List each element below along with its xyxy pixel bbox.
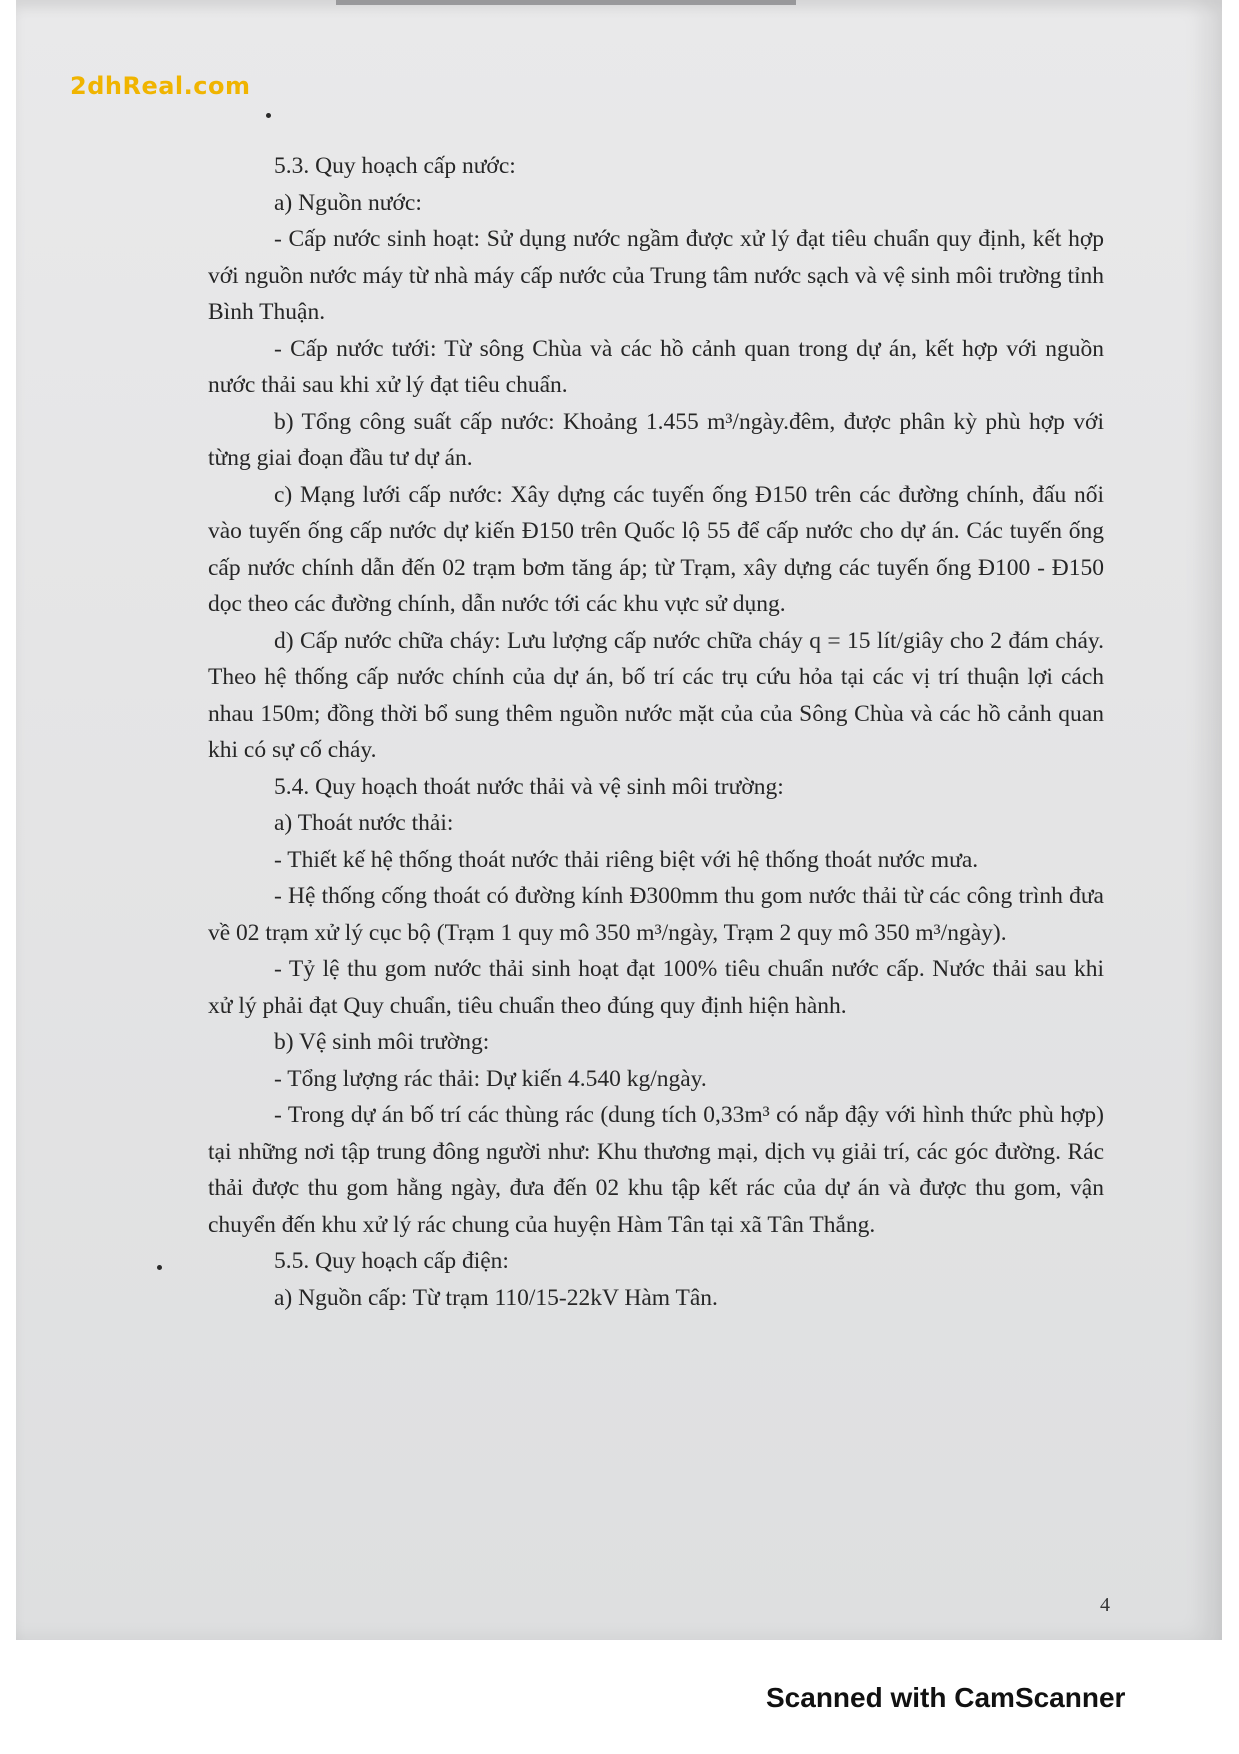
paragraph-sewer-system: - Hệ thống cống thoát có đường kính Ð300mm thu gom nước thải từ các công trình đưa về 02 trạm xử lý cục bộ (Trạm 1 quy mô 350 m³/ngày, Trạm 2 quy mô 350 m³/ngày). (208, 883, 1104, 946)
paragraph-waste-amount: - Tổng lượng rác thải: Dự kiến 4.540 kg/ngày. (274, 1065, 707, 1092)
subheading-water-source: a) Nguồn nước: (274, 189, 422, 216)
section-heading-wastewater: 5.4. Quy hoạch thoát nước thải và vệ sinh môi trường: (274, 773, 784, 800)
paragraph-fire-water: d) Cấp nước chữa cháy: Lưu lượng cấp nước chữa cháy q = 15 lít/giây cho 2 đám cháy. Theo hệ thống cấp nước chính của dự án, bố trí các trụ cứu hỏa tại các vị trí thuận lợi cách nhau 150m; đồng thời bổ sung thêm nguồn nước mặt của của Sông Chùa và các hồ cảnh quan khi có sự cố cháy. (208, 627, 1104, 763)
section-heading-power-supply: 5.5. Quy hoạch cấp điện: (274, 1248, 509, 1274)
subheading-wastewater-drainage: a) Thoát nước thải: (274, 810, 454, 836)
paragraph-supply-network: c) Mạng lưới cấp nước: Xây dựng các tuyến ống Ð150 trên các đường chính, đấu nối vào tuyến ống cấp nước dự kiến Ð150 trên Quốc lộ 55 để cấp nước cho dự án. Các tuyến ống cấp nước chính dẫn đến 02 trạm bơm tăng áp; từ Trạm, xây dựng các tuyến ống Ð100 - Ð150 dọc theo các đường chính, dẫn nước tới các khu vực sử dụng. (208, 481, 1104, 617)
site-watermark: 2dhReal.com (70, 72, 251, 100)
paper-sheet (16, 0, 1222, 1640)
paragraph-total-capacity: b) Tổng công suất cấp nước: Khoảng 1.455 m³/ngày.đêm, được phân kỳ phù hợp với từng giai đoạn đầu tư dự án. (208, 408, 1104, 471)
paragraph-separate-system: - Thiết kế hệ thống thoát nước thải riêng biệt với hệ thống thoát nước mưa. (274, 846, 979, 873)
paragraph-domestic-water: - Cấp nước sinh hoạt: Sử dụng nước ngầm được xử lý đạt tiêu chuẩn quy định, kết hợp với nguồn nước máy từ nhà máy cấp nước của Trung tâm nước sạch và vệ sinh môi trường tỉnh Bình Thuận. (208, 226, 1104, 325)
stray-mark (157, 1265, 162, 1270)
paragraph-irrigation-water: - Cấp nước tưới: Từ sông Chùa và các hồ cảnh quan trong dự án, kết hợp với nguồn nước thải sau khi xử lý đạt tiêu chuẩn. (208, 335, 1104, 398)
scanner-footer: Scanned with CamScanner (766, 1682, 1126, 1713)
subheading-power-source: a) Nguồn cấp: Từ trạm 110/15-22kV Hàm Tân. (274, 1284, 718, 1311)
section-heading-water-supply: 5.3. Quy hoạch cấp nước: (274, 153, 516, 179)
paragraph-waste-bins: - Trong dự án bố trí các thùng rác (dung tích 0,33m³ có nắp đậy với hình thức phù hợp) tại những nơi tập trung đông người như: Khu thương mại, dịch vụ giải trí, các góc đường. Rác thải được thu gom hằng ngày, đưa đến 02 khu tập kết rác của dự án và được thu gom, vận chuyển đến khu xử lý rác chung của huyện Hàm Tân tại xã Tân Thắng. (208, 1102, 1104, 1238)
stray-mark (266, 113, 271, 118)
page-number: 4 (1100, 1594, 1110, 1616)
paragraph-collection-rate: - Tỷ lệ thu gom nước thải sinh hoạt đạt 100% tiêu chuẩn nước cấp. Nước thải sau khi xử lý phải đạt Quy chuẩn, tiêu chuẩn theo đúng quy định hiện hành. (208, 956, 1104, 1019)
document-body (208, 148, 1104, 1316)
subheading-sanitation: b) Vệ sinh môi trường: (274, 1029, 490, 1055)
